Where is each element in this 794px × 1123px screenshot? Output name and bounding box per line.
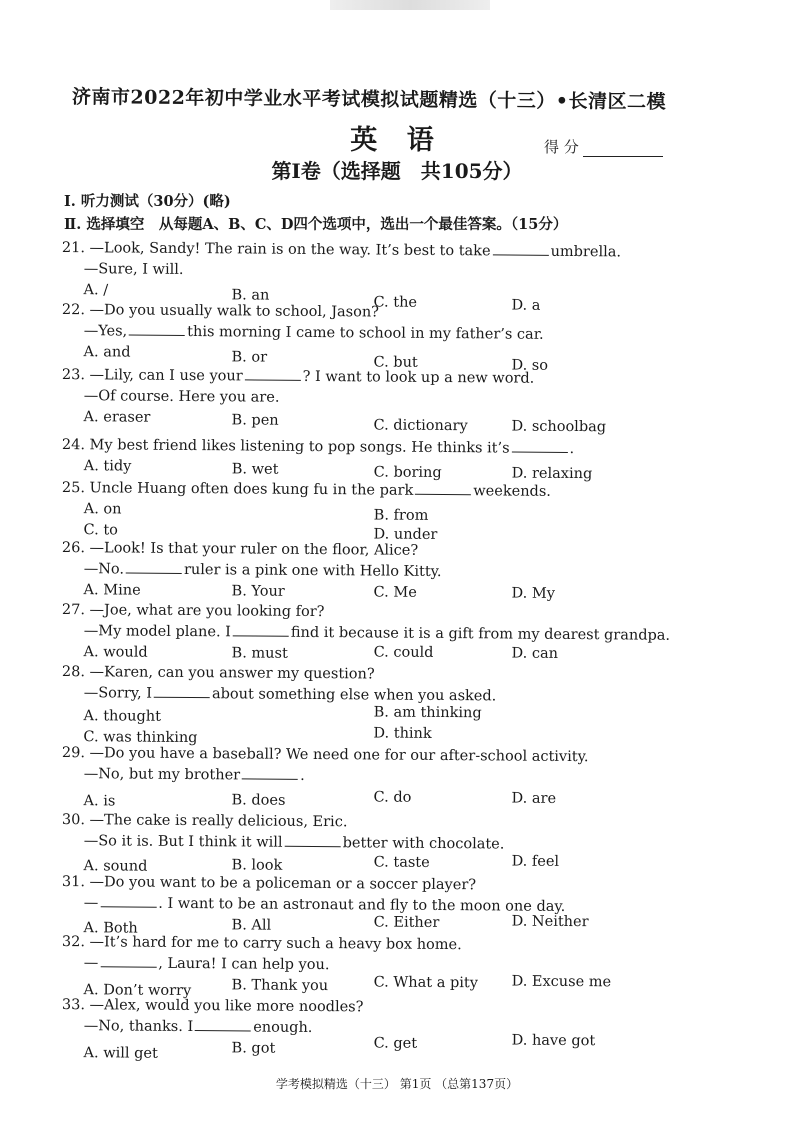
question-number: 30. (61, 811, 86, 829)
question-stem: —Do you want to be a policeman or a soccer player? (89, 874, 477, 894)
section-multiple-choice: Ⅱ. 选择填空 从每题A、B、C、D四个选项中，选出一个最佳答案。（15分） (64, 216, 568, 233)
question-reply: — (83, 955, 99, 972)
option-b: B. look (231, 857, 283, 874)
question-stem-end: weekends. (473, 483, 551, 500)
question-reply: —Sure, I will. (83, 261, 184, 278)
question-stem: —Joe, what are you looking for? (89, 602, 325, 621)
question-31 (62, 872, 752, 940)
answer-blank (126, 561, 182, 574)
option-b: B. pen (231, 412, 279, 429)
answer-blank (129, 323, 185, 336)
option-d: D. Excuse me (511, 973, 612, 991)
option-b: B. does (231, 792, 286, 809)
option-a: A. and (83, 344, 131, 361)
question-stem-end: ? I want to look up a new word. (302, 368, 535, 387)
question-number: 31. (61, 873, 86, 891)
question-25 (62, 478, 752, 546)
option-c: C. dictionary (373, 417, 468, 435)
question-reply: —Of course. Here you are. (83, 388, 280, 406)
question-reply: —No, but my brother (83, 766, 241, 784)
question-stem-end: . (569, 440, 575, 458)
option-c: C. Either (373, 914, 440, 931)
volume-title: 第Ⅰ卷（选择题 共105分） (271, 159, 523, 183)
question-22 (61, 300, 752, 374)
option-b: B. am thinking (373, 704, 482, 722)
option-b: B. or (231, 349, 268, 366)
question-26 (62, 538, 752, 606)
question-stem: —It’s hard for me to carry such a heavy box home. (89, 934, 462, 954)
question-number: 27. (61, 601, 86, 619)
question-reply-end: . (300, 767, 305, 784)
option-d: D. relaxing (511, 465, 593, 483)
question-stem: —Karen, can you answer my question? (89, 664, 375, 683)
question-number: 26. (61, 539, 86, 557)
option-d: D. think (373, 725, 432, 742)
answer-blank (195, 1018, 251, 1031)
question-stem: —Do you usually walk to school, Jason? (89, 302, 380, 321)
question-27 (62, 600, 752, 668)
question-stem: —Alex, would you like more noodles? (89, 997, 364, 1016)
question-reply: — (83, 895, 99, 912)
option-a: A. tidy (83, 458, 132, 475)
option-c: C. get (373, 1035, 418, 1052)
option-d: D. feel (511, 853, 560, 870)
option-d: D. so (511, 357, 549, 374)
question-stem: —Do you have a baseball? We need one for our after-school activity. (89, 745, 589, 766)
option-a: A. eraser (83, 409, 151, 426)
question-number: 24. (61, 436, 86, 454)
option-c: C. to (83, 522, 119, 539)
answer-blank (242, 766, 298, 779)
question-reply-end: about something else when you asked. (211, 686, 497, 705)
question-28 (61, 662, 752, 751)
answer-blank (415, 482, 471, 495)
question-reply: —No. (83, 561, 125, 578)
answer-blank (100, 894, 156, 907)
question-23 (61, 365, 752, 436)
option-a: A. thought (83, 708, 162, 725)
option-b: B. got (231, 1040, 276, 1057)
option-d: D. a (511, 297, 541, 314)
option-c: C. boring (373, 464, 442, 481)
option-b: B. All (231, 917, 272, 934)
answer-blank (493, 242, 549, 255)
question-stem: Uncle Huang often does kung fu in the park (89, 480, 414, 499)
subject-title: 英 语 (350, 125, 444, 156)
question-stem-end: umbrella. (550, 243, 622, 261)
option-a: A. on (83, 501, 122, 518)
question-stem: —Lily, can I use your (89, 367, 243, 385)
question-reply: —Sorry, I (83, 685, 153, 702)
option-a: A. will get (83, 1045, 158, 1062)
question-stem: My best friend likes listening to pop songs. He thinks it’s (89, 437, 510, 457)
question-reply-end: find it because it is a gift from my dearest grandpa. (290, 624, 671, 644)
question-number: 29. (61, 744, 86, 762)
score-label: 得 分 (544, 138, 579, 156)
option-b: B. from (373, 507, 429, 524)
question-stem: —The cake is really delicious, Eric. (89, 812, 348, 831)
question-32 (62, 932, 752, 1000)
option-d: D. schoolbag (511, 418, 607, 436)
option-d: D. under (373, 526, 438, 543)
option-c: C. could (373, 644, 434, 661)
answer-blank (512, 440, 568, 453)
option-b: B. wet (231, 461, 279, 478)
score-field (544, 136, 663, 157)
question-number: 25. (61, 479, 86, 497)
option-d: D. My (511, 585, 556, 602)
question-number: 32. (61, 933, 86, 951)
question-reply-end: , Laura! I can help you. (158, 955, 330, 974)
question-reply: —My model plane. I (83, 623, 231, 641)
option-c: C. Me (373, 584, 417, 601)
question-reply-end: . I want to be an astronaut and fly to the moon one day. (158, 895, 566, 915)
question-reply-end: better with chocolate. (342, 835, 505, 853)
option-d: D. have got (511, 1032, 596, 1050)
question-reply: —Yes, (83, 323, 128, 340)
option-a: A. sound (83, 858, 148, 875)
option-c: C. taste (373, 854, 430, 871)
question-reply-end: this morning I came to school in my father’s car. (187, 323, 544, 343)
scan-artifact (330, 0, 490, 10)
answer-blank (285, 834, 341, 847)
question-reply: —So it is. But I think it will (83, 833, 283, 851)
exam-title: 济南市2022年初中学业水平考试模拟试题精选（十三）•长清区二模 (71, 86, 667, 114)
question-number: 23. (61, 366, 86, 384)
option-d: D. are (511, 790, 557, 807)
option-c: C. What a pity (373, 974, 478, 992)
option-c: C. the (373, 294, 418, 311)
option-a: A. Mine (83, 582, 141, 599)
page-footer: 学考模拟精选（十三） 第1页 （总第137页） (275, 1077, 519, 1091)
option-d: D. Neither (511, 913, 589, 931)
option-c: C. was thinking (83, 729, 198, 747)
answer-blank (154, 685, 210, 698)
option-b: B. must (231, 645, 288, 662)
option-a: A. is (83, 793, 116, 810)
question-29 (62, 743, 752, 811)
option-b: B. Thank you (231, 977, 329, 995)
question-reply-end: enough. (253, 1019, 313, 1036)
question-number: 22. (61, 301, 86, 319)
question-reply: —No, thanks. I (83, 1018, 194, 1036)
question-number: 28. (61, 663, 86, 681)
option-a: A. Both (83, 920, 138, 937)
answer-blank (233, 623, 289, 636)
section-listening: Ⅰ. 听力测试（30分）(略) (64, 193, 231, 210)
option-d: D. can (511, 645, 559, 662)
answer-blank (245, 367, 301, 380)
option-b: B. Your (231, 583, 285, 600)
question-30 (62, 810, 752, 878)
answer-blank (100, 954, 156, 967)
option-a: A. / (83, 282, 109, 299)
option-a: A. Don’t worry (83, 982, 192, 1000)
question-24 (62, 435, 752, 482)
question-number: 33. (61, 996, 86, 1014)
question-33 (62, 995, 752, 1063)
option-c: C. do (373, 789, 412, 806)
question-stem: —Look, Sandy! The rain is on the way. It’s best to take (89, 240, 491, 260)
option-b: B. an (231, 287, 270, 304)
question-stem: —Look! Is that your ruler on the floor, Alice? (89, 540, 419, 559)
option-c: C. but (373, 354, 418, 371)
question-reply-end: ruler is a pink one with Hello Kitty. (183, 561, 442, 580)
option-a: A. would (83, 644, 148, 661)
question-number: 21. (61, 239, 86, 257)
